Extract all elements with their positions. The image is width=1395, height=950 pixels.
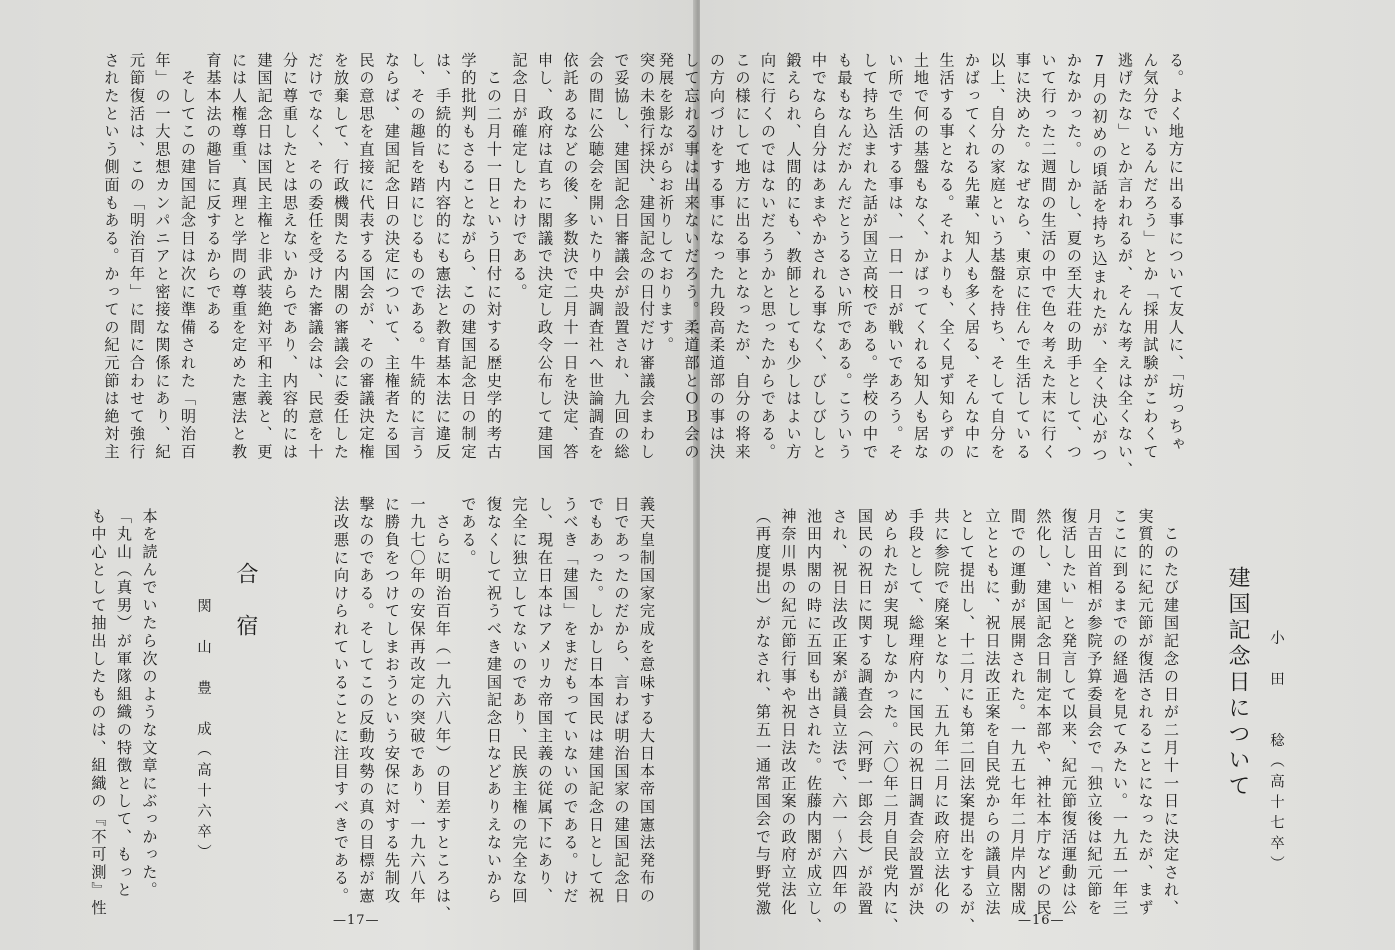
essay-author-sekiyama: 関 山 豊 成（高十六卒） [195,598,211,865]
essay-kenkoku-body: このたび建国記念の日が二月十一日に決定され、 実質的に紀元節が復活されることになったが、まず ここに到るまでの経過を見てみたい。一九五一年三 月吉田首相が参院予算委員会で「独立後は紀元節を 復活したい」と発言して以来、紀元節復活運動は公 然化し、建国記念日制定本部や、神社本庁などの民 間での運動が展開された。一九五七年二月岸内閣成 立とともに、祝日法改正案を自民党からの議員立法 として提出し、十二月にも第二回法案提出をするが、 共に参院で廃案となり、五九年二月に政府立法化の 手段として、総理府内に国民の祝日調査会設置が決 められたが実現しなかった。六〇年二月自民党内に、 国民の祝日に関する調査会（河野一郎会長）が設置 され、祝日法改正案が議員立法で、六一〜六四年の 池田内閣の時に五回も出された。佐藤内閣が成立し、 神奈川県の紀元節行事や祝日法改正案の政府立法化 （再度提出）がなされ、第五一通常国会で与野党激 [754,508,1180,936]
essay-title-gasshuku: 合 宿 [233,562,258,640]
essay-continuation-text: る。よく地方に出る事について友人に、「坊っちゃ ん気分でいるんだろう」とか「採用試験がこわくて 逃げたな」とか言われるが、そんな考えは全くない、 7月の初めの頃話を持ち込まれたが、全く決心がつ かなかった。しかし、夏の至大荘の助手として、つ いて行った二週間の生活の中で色々考えた末に行く 事に決めた。なぜなら、東京に住んで生活している 以上、自分の家庭という基盤を持ち、そして自分を かばってくれる先輩、知人も多く居る、そんな中に 生活する事となる。それよりも、全く見ず知らずの 土地で何の基盤もなく、かばってくれる知人も居な い所で生活する事は、一日一日が戦いであろう。そ して持ち込まれた話が国立高校である。学校の中で も最もなんだかんだとうるさい所である。こういう 中でなら自分はあまやかされる事なく、びしびしと 鍛えられ、人間的にも、教師としても少しはよい方 向に行くのではないだろうかと思ったからである。 この様にして地方に出る事となったが、自分の将来 の方向づけをする事になった九段高柔道部の事は決 して忘れる事は出来ないだろう。柔道部とＯＢ会の 発展を影ながらお祈りしております。 [657,52,1185,480]
essay-title-kenkoku-kinenbi: 建国記念日について [1225,566,1250,800]
essay-continuation-text: 突の未強行採決、建国記念の日付だけ審議会まわし で妥協し、建国記念日審議会が設置され、九回の総 会の間に公聴会を開いたり中央調査社へ世論調査を 依託あるなどの後、多数決で二月十一日を決定、答 申し、政府は直ちに閣議で決定し政令公布して建国 記念日が確定したわけである。 この二月十一日という日付に対する歴史学的考古 学的批判もさることながら、この建国記念日の制定 は、手続的にも内容的にも憲法と教育基本法に違反 し、その趣旨を踏にじるものである。牛続的に言う ならば、建国記念日の決定について、主権者たる国 民の意思を直接に代表する国会が、その審議決定権 を放棄して、行政機関たる内閣の審議会に委任した だけでなく、その委任を受けた審議会は、民意を十 分に尊重したとは思えないからであり、内容的には 建国記念日は国民主権と非武装絶対平和主義と、更 には人権尊重、真理と学問の尊重を定めた憲法と教 育基本法の趣旨に反するからである そしてこの建国記念日は次に準備された「明治百 年」の一大思想カンパニアと密接な関係にあり、紀 元節復活は、この「明治百年」に間に合わせて強行 されたという側面もある。かっての紀元節は絶対主 [102,52,656,462]
essay-lower-text: 義天皇制国家完成を意味する大日本帝国憲法発布の 日であったのだから、言わば明治国家の建国記念日 でもあった。しかし日本国民は建国記念日として祝 うべき「建国」をまだもっていないのである。けだ し、現在日本はアメリカ帝国主義の従属下にあり、 完全に独立してないのであり、民族主権の完全な回 復なくして祝うべき建国記念日などありえないから である。 さらに明治百年（一九六八年）の目差すところは、 一九七〇年の安保再改定の突破であり、一九六八年 に勝負をつけてしまおうという安保に対する先制攻 撃なのである。そしてこの反動攻勢の真の目標が憲 法改悪に向けられていることに注目すべきである。 [332,496,656,924]
page-number-16: —16— [1018,913,1065,928]
page-number-17: —17— [333,913,380,928]
right-page [657,0,1395,950]
essay-author-oda: 小 田 稔（高十七卒） [1268,630,1284,876]
essay-gasshuku-body: 本を読んでいたら次のような文章にぶっかった。 「丸山（真男）が軍隊組織の特徴として、もっと も中心として抽出したものは、組織の『不可測』性 [89,508,159,918]
left-page [0,0,696,950]
